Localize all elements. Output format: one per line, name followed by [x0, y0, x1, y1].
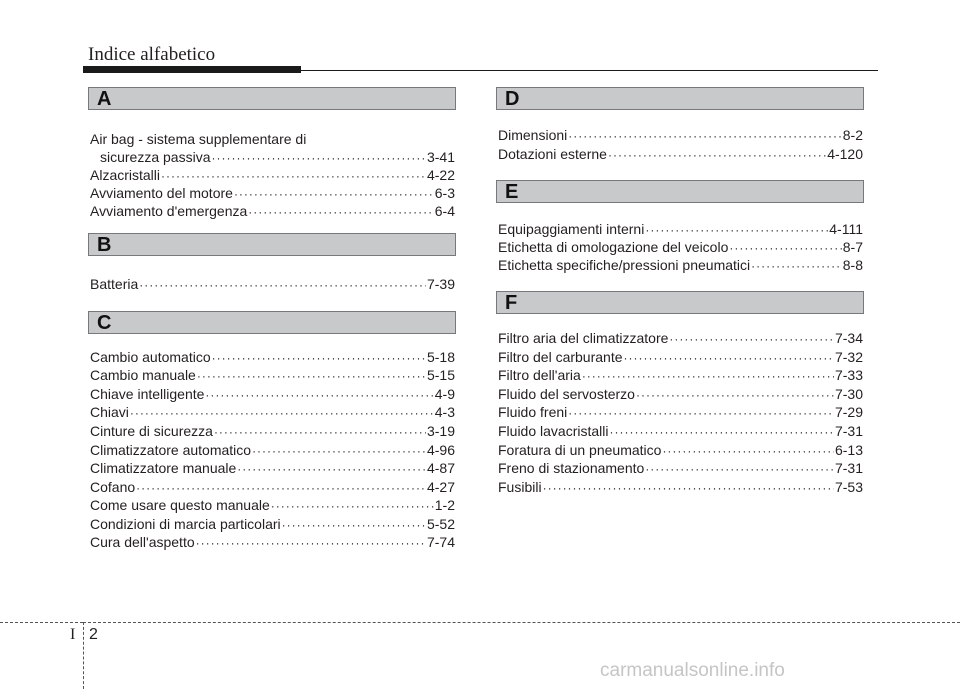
leader-dots — [234, 186, 434, 203]
section-letter: B — [97, 234, 112, 256]
leader-dots — [608, 147, 826, 164]
entry-label: Equipaggiamenti interni — [498, 221, 645, 237]
entry-label: Chiavi — [90, 404, 129, 420]
page-title: Indice alfabetico — [88, 44, 216, 65]
entry-page: 1-2 — [434, 497, 455, 513]
entry-label: sicurezza passiva — [100, 149, 211, 165]
entry-label: Cura dell'aspetto — [90, 534, 195, 550]
leader-dots — [161, 168, 426, 185]
entry-label: Batteria — [90, 276, 139, 292]
entry-label: Etichetta specifiche/pressioni pneumatici — [498, 257, 751, 273]
leader-dots — [196, 535, 426, 552]
index-entry — [498, 349, 863, 367]
index-entry — [90, 534, 455, 552]
entry-page: 5-52 — [426, 516, 455, 532]
leader-dots — [568, 128, 842, 145]
entry-label: Fluido freni — [498, 404, 568, 420]
entry-page: 4-9 — [434, 386, 455, 402]
entry-page: 5-18 — [426, 349, 455, 365]
leader-dots — [205, 387, 433, 404]
leader-dots — [669, 331, 834, 348]
section-letter: C — [97, 312, 112, 334]
index-entry — [498, 386, 863, 404]
section-letter: A — [97, 88, 112, 110]
index-entry — [90, 349, 455, 367]
index-entry — [498, 423, 863, 441]
section-header-d — [496, 87, 864, 110]
index-entry — [498, 221, 863, 239]
leader-dots — [139, 277, 426, 294]
entry-label: Filtro dell'aria — [498, 367, 581, 383]
entry-label: Dimensioni — [498, 127, 568, 143]
entry-page: 7-32 — [834, 349, 863, 365]
entry-label: Avviamento del motore — [90, 185, 233, 201]
entry-page: 3-19 — [426, 423, 455, 439]
leader-dots — [582, 368, 834, 385]
title-underline-bar — [83, 66, 301, 73]
index-entry — [90, 460, 455, 478]
watermark: carmanualsonline.info — [600, 660, 785, 681]
leader-dots — [214, 424, 426, 441]
entry-page: 4-22 — [426, 167, 455, 183]
entry-label: Condizioni di marcia particolari — [90, 516, 281, 532]
section-header-a — [88, 87, 456, 110]
leader-dots — [252, 443, 426, 460]
entry-page: 4-3 — [434, 404, 455, 420]
index-entry — [90, 185, 455, 203]
entry-page: 7-31 — [834, 460, 863, 476]
index-entry — [90, 367, 455, 385]
entry-page: 7-29 — [834, 404, 863, 420]
title-rule — [301, 70, 878, 71]
footer-section-letter: I — [70, 626, 76, 643]
index-entry — [498, 239, 863, 257]
entry-label-line1: Air bag - sistema supplementare di — [90, 131, 307, 147]
entry-label: Filtro aria del climatizzatore — [498, 330, 669, 346]
entry-label: Cinture di sicurezza — [90, 423, 213, 439]
entry-label: Cofano — [90, 479, 136, 495]
leader-dots — [212, 350, 426, 367]
footer-page-number: 2 — [89, 626, 98, 643]
section-letter: F — [505, 292, 518, 314]
index-entry — [90, 203, 455, 221]
index-entry — [90, 479, 455, 497]
entry-page: 4-120 — [827, 146, 863, 162]
leader-dots — [282, 517, 426, 534]
index-entry — [498, 257, 863, 275]
entry-label: Fluido lavacristalli — [498, 423, 609, 439]
entry-label: Come usare questo manuale — [90, 497, 270, 513]
index-entry — [90, 276, 455, 294]
index-entry — [90, 442, 455, 460]
entry-page: 3-41 — [426, 149, 455, 165]
index-entry — [90, 423, 455, 441]
entry-label: Climatizzatore automatico — [90, 442, 252, 458]
index-entry — [498, 127, 863, 145]
entry-page: 4-111 — [829, 221, 863, 237]
entry-page: 8-7 — [842, 239, 863, 255]
entry-label: Chiave intelligente — [90, 386, 205, 402]
entry-label: Fluido del servosterzo — [498, 386, 635, 402]
leader-dots — [729, 240, 841, 257]
leader-dots — [248, 204, 433, 221]
entry-page: 6-4 — [434, 203, 455, 219]
leader-dots — [212, 150, 426, 167]
section-header-e — [496, 180, 864, 203]
entry-page: 7-33 — [834, 367, 863, 383]
leader-dots — [271, 498, 434, 515]
entry-page: 7-39 — [426, 276, 455, 292]
leader-dots — [136, 480, 426, 497]
entry-page: 4-96 — [426, 442, 455, 458]
entry-page: 5-15 — [426, 367, 455, 383]
section-header-f — [496, 291, 864, 314]
entry-label: Fusibili — [498, 479, 542, 495]
index-entry — [90, 131, 455, 167]
entry-page: 7-30 — [834, 386, 863, 402]
leader-dots — [237, 461, 426, 478]
leader-dots — [543, 480, 834, 497]
index-entry — [90, 516, 455, 534]
entry-page: 7-74 — [426, 534, 455, 550]
entry-page: 6-3 — [434, 185, 455, 201]
entry-page: 7-31 — [834, 423, 863, 439]
entry-label: Freno di stazionamento — [498, 460, 645, 476]
leader-dots — [645, 222, 828, 239]
entry-label: Cambio automatico — [90, 349, 211, 365]
index-entry — [498, 146, 863, 164]
entry-label: Dotazioni esterne — [498, 146, 607, 162]
entry-page: 7-53 — [834, 479, 863, 495]
section-letter: E — [505, 181, 519, 203]
section-header-c — [88, 311, 456, 334]
index-entry — [90, 386, 455, 404]
entry-label: Foratura di un pneumatico — [498, 442, 662, 458]
entry-page: 8-8 — [842, 257, 863, 273]
entry-label: Alzacristalli — [90, 167, 161, 183]
leader-dots — [645, 461, 834, 478]
index-entry — [498, 460, 863, 478]
entry-label: Filtro del carburante — [498, 349, 623, 365]
index-entry — [498, 330, 863, 348]
index-entry — [90, 404, 455, 422]
footer-rule-left — [0, 622, 83, 623]
entry-label: Etichetta di omologazione del veicolo — [498, 239, 729, 255]
entry-page: 4-87 — [426, 460, 455, 476]
index-entry — [498, 442, 863, 460]
leader-dots — [568, 405, 834, 422]
entry-page: 6-13 — [834, 442, 863, 458]
leader-dots — [751, 258, 842, 275]
section-header-b — [88, 233, 456, 256]
index-entry — [498, 479, 863, 497]
entry-page: 8-2 — [842, 127, 863, 143]
entry-label: Climatizzatore manuale — [90, 460, 237, 476]
entry-label: Cambio manuale — [90, 367, 196, 383]
leader-dots — [662, 443, 834, 460]
leader-dots — [197, 368, 426, 385]
entry-label: Avviamento d'emergenza — [90, 203, 248, 219]
leader-dots — [130, 405, 434, 422]
leader-dots — [624, 350, 834, 367]
index-entry — [90, 167, 455, 185]
leader-dots — [636, 387, 834, 404]
entry-page: 4-27 — [426, 479, 455, 495]
footer-rule-right — [83, 622, 960, 623]
index-entry — [498, 404, 863, 422]
entry-page: 7-34 — [834, 330, 863, 346]
leader-dots — [609, 424, 833, 441]
index-entry — [498, 367, 863, 385]
index-entry — [90, 497, 455, 515]
footer-divider — [83, 622, 84, 689]
section-letter: D — [505, 88, 520, 110]
